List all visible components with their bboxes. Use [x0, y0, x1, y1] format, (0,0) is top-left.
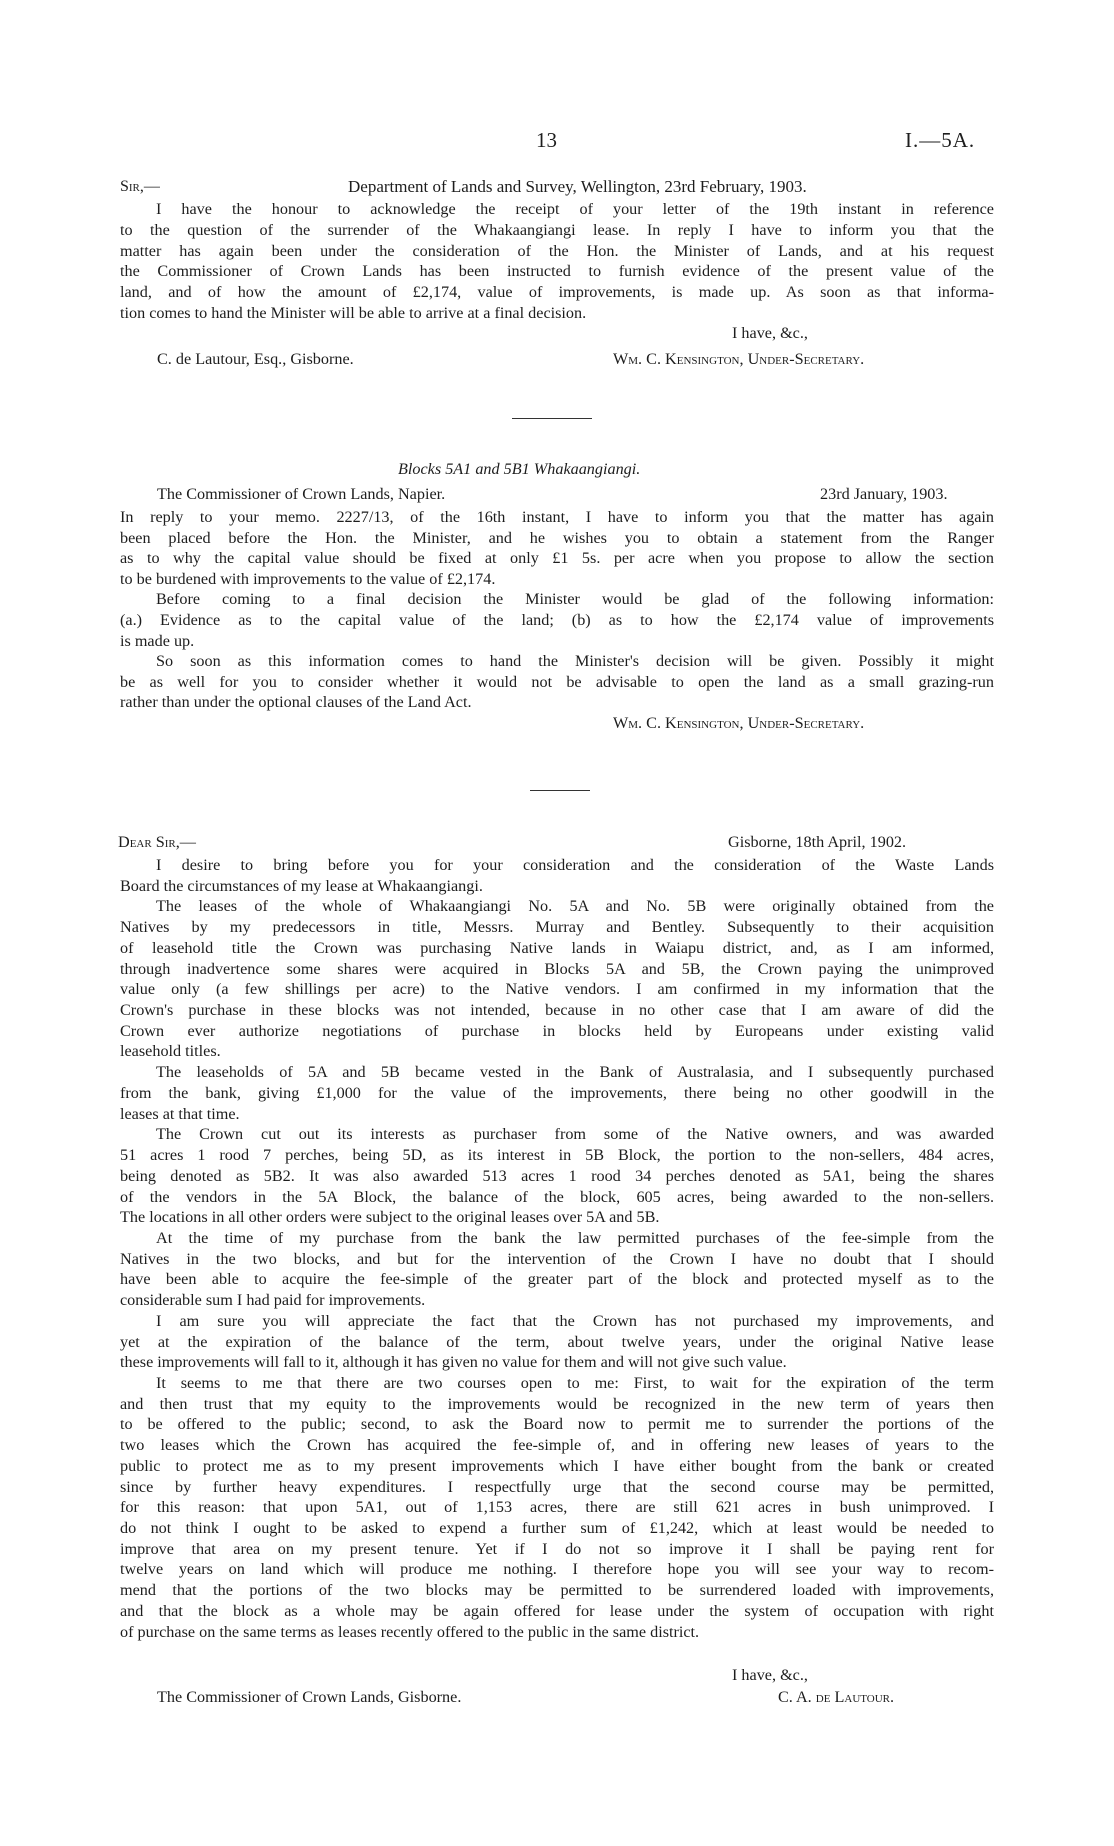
paragraph-line: rather than under the optional clauses of the Land Act. — [120, 693, 472, 712]
paragraph-line: of the vendors in the 5A Block, the balance of the block, 605 acres, being awarded to the non-sellers. — [120, 1187, 994, 1206]
paragraph-line: tion comes to hand the Minister will be able to arrive at a final decision. — [120, 304, 587, 322]
paragraph-line: The Crown cut out its interests as purchaser from some of the Native owners, and was awarded — [156, 1125, 994, 1144]
letter2-signature: Wm. C. Kensington, Under-Secretary. — [613, 714, 865, 732]
letter3-addressee: The Commissioner of Crown Lands, Gisborne. — [157, 1688, 462, 1706]
paragraph-line: I have the honour to acknowledge the receipt of your letter of the 19th instant in reference — [156, 200, 994, 218]
paragraph-line: Board the circumstances of my lease at Whakaangiangi. — [120, 876, 483, 895]
paragraph-line: So soon as this information comes to hand the Minister's decision will be given. Possibly it might — [156, 652, 994, 671]
paragraph-line: land, and of how the amount of £2,174, value of improvements, is made up. As soon as that informa- — [120, 283, 994, 302]
paragraph-line: public to protect me as to my present improvements which I have either bought from the bank or created — [120, 1456, 994, 1475]
paragraph-line: Natives by my predecessors in title, Messrs. Murray and Bentley. Subsequently to their acquisition — [120, 918, 994, 937]
paragraph-line: as to why the capital value should be fixed at only £1 5s. per acre when you propose to allow the section — [120, 549, 994, 568]
paragraph-line: Before coming to a final decision the Minister would be glad of the following information: — [156, 590, 994, 609]
section-divider — [512, 418, 592, 419]
paragraph-line: twelve years on land which will produce me nothing. I therefore hope you will see your way to recom- — [120, 1560, 994, 1579]
paragraph-line: considerable sum I had paid for improvements. — [120, 1291, 426, 1310]
paragraph-line: through inadvertence some shares were acquired in Blocks 5A and 5B, the Crown paying the unimproved — [120, 959, 994, 978]
paragraph-line: leasehold titles. — [120, 1042, 221, 1061]
paragraph-line: leases at that time. — [120, 1104, 240, 1123]
letter1-dateline: Department of Lands and Survey, Wellington, 23rd February, 1903. — [348, 177, 807, 196]
paragraph-line: At the time of my purchase from the bank the law permitted purchases of the fee-simple from the — [156, 1228, 994, 1247]
paragraph-line: I am sure you will appreciate the fact that the Crown has not purchased my improvements, and — [156, 1311, 994, 1330]
paragraph-line: It seems to me that there are two courses open to me: First, to wait for the expiration of the term — [156, 1374, 994, 1392]
section-divider — [530, 790, 590, 791]
paragraph-line: yet at the expiration of the balance of the term, about twelve years, under the original Native lease — [120, 1332, 994, 1351]
letter2-date: 23rd January, 1903. — [820, 485, 948, 503]
paragraph-line: and then trust that my equity to the improvements would be recognized in the new term of years then — [120, 1394, 994, 1413]
paragraph-line: The locations in all other orders were subject to the original leases over 5A and 5B. — [120, 1208, 660, 1227]
paragraph-line: The leaseholds of 5A and 5B became vested in the Bank of Australasia, and I subsequently purchased — [156, 1063, 994, 1082]
paragraph-line: The leases of the whole of Whakaangiangi No. 5A and No. 5B were originally obtained from the — [156, 897, 994, 916]
paragraph-line: to be burdened with improvements to the value of £2,174. — [120, 569, 496, 588]
paragraph-line: matter has again been under the consideration of the Hon. the Minister of Lands, and at his request — [120, 241, 994, 260]
paragraph-line: have been able to acquire the fee-simple of the greater part of the block and protected myself as to the — [120, 1270, 994, 1289]
paragraph-line: two leases which the Crown has acquired the fee-simple of, and in offering new leases of years to the — [120, 1436, 994, 1455]
paragraph-line: being denoted as 5B2. It was also awarded 513 acres 1 rood 34 perches denoted as 5A1, being the shares — [120, 1166, 994, 1185]
letter1-signature: Wm. C. Kensington, Under-Secretary. — [613, 350, 865, 368]
paragraph-line: improve that area on my present tenure. Yet if I do not so improve it I shall be paying rent for — [120, 1539, 994, 1558]
letter2-heading: Blocks 5A1 and 5B1 Whakaangiangi. — [398, 460, 641, 478]
letter3-dateline: Gisborne, 18th April, 1902. — [728, 833, 907, 851]
letter3-signature: C. A. de Lautour. — [778, 1688, 895, 1706]
paragraph-line: and that the block as a whole may be again offered for lease under the system of occupation with right — [120, 1601, 994, 1620]
letter1-closing: I have, &c., — [732, 324, 808, 342]
letter1-salutation: Sir,— — [120, 178, 160, 195]
paragraph-line: I desire to bring before you for your consideration and the consideration of the Waste Lands — [156, 856, 994, 874]
paragraph-line: In reply to your memo. 2227/13, of the 16th instant, I have to inform you that the matter has again — [120, 508, 994, 526]
letter3-salutation: Dear Sir,— — [118, 833, 196, 851]
paragraph-line: for this reason: that upon 5A1, out of 1,153 acres, there are still 621 acres in bush unimproved. I — [120, 1498, 994, 1517]
paragraph-line: (a.) Evidence as to the capital value of the land; (b) as to how the £2,174 value of improvements — [120, 611, 994, 629]
paragraph-line: value only (a few shillings per acre) to the Native vendors. I am confirmed in my information that the — [120, 980, 994, 999]
paragraph-line: from the bank, giving £1,000 for the value of the improvements, there being no other goodwill in the — [120, 1083, 994, 1102]
letter1-addressee: C. de Lautour, Esq., Gisborne. — [157, 350, 354, 368]
paragraph-line: Crown's purchase in these blocks was not intended, because in no other case that I am aware of did the — [120, 1001, 994, 1020]
page-number: 13 — [536, 128, 557, 152]
paragraph-line: the Commissioner of Crown Lands has been instructed to furnish evidence of the present value of the — [120, 262, 994, 281]
paragraph-line: since by further heavy expenditures. I respectfully urge that the second course may be permitted, — [120, 1477, 994, 1496]
paragraph-line: Natives in the two blocks, and but for the intervention of the Crown I have no doubt that I should — [120, 1249, 994, 1268]
paragraph-line: of leasehold title the Crown was purchasing Native lands in Waiapu district, and, as I am informed, — [120, 938, 994, 957]
paragraph-line: been placed before the Hon. the Minister, and he wishes you to obtain a statement from the Ranger — [120, 528, 994, 547]
paragraph-line: mend that the portions of the two blocks may be permitted to be surrendered loaded with improvements, — [120, 1581, 994, 1600]
paragraph-line: to the question of the surrender of the Whakaangiangi lease. In reply I have to inform you that the — [120, 220, 994, 239]
letter3-closing: I have, &c., — [732, 1666, 808, 1684]
paragraph-line: 51 acres 1 rood 7 perches, being 5D, as its interest in 5B Block, the portion to the non-sellers, 484 acres, — [120, 1146, 994, 1165]
paragraph-line: is made up. — [120, 631, 195, 650]
document-reference: I.—5A. — [905, 128, 976, 152]
paragraph-line: these improvements will fall to it, although it has given no value for them and will not give such value. — [120, 1353, 787, 1372]
paragraph-line: of purchase on the same terms as leases recently offered to the public in the same district. — [120, 1622, 700, 1641]
paragraph-line: Crown ever authorize negotiations of purchase in blocks held by Europeans under existing valid — [120, 1021, 994, 1040]
paragraph-line: do not think I ought to be asked to expend a further sum of £1,242, which at least would be needed to — [120, 1519, 994, 1538]
letter2-addressee: The Commissioner of Crown Lands, Napier. — [157, 485, 446, 503]
paragraph-line: be as well for you to consider whether it would not be advisable to open the land as a small grazing-run — [120, 672, 994, 691]
paragraph-line: to be offered to the public; second, to ask the Board now to permit me to surrender the portions of the — [120, 1415, 994, 1434]
